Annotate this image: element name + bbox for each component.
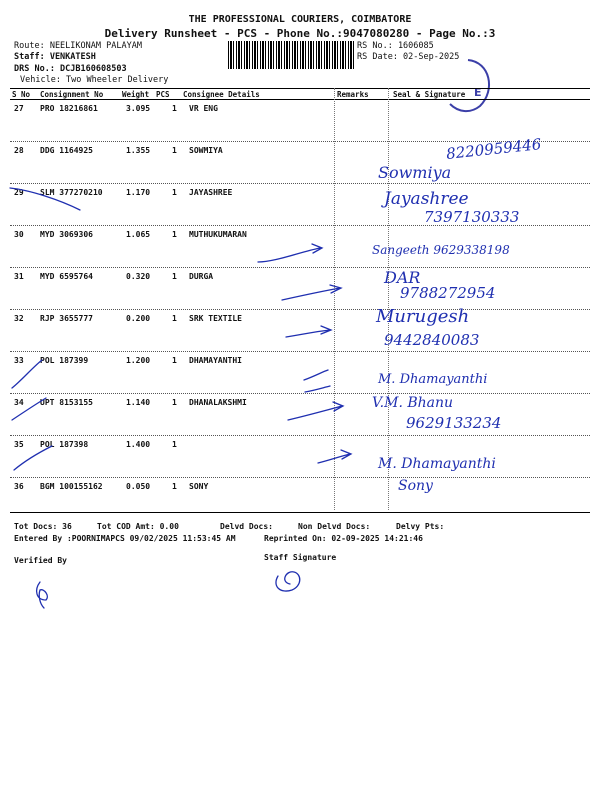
delivery-points: Delvy Pts: [396,522,445,531]
row-consignee: DHAMAYANTHI [189,356,242,365]
signature-row-34-phone: 9629133234 [406,414,502,432]
row-sno: 36 [14,482,24,491]
row-sno: 32 [14,314,24,323]
row-sno: 31 [14,272,24,281]
runsheet-title: Delivery Runsheet - PCS - Phone No.:9047080280 - Page No.:3 [104,27,496,40]
col-remarks: Remarks [337,90,369,99]
col-sno: S No [12,90,31,99]
row-sno: 33 [14,356,24,365]
row-weight: 0.200 [126,314,151,323]
staff-label: Staff: VENKATESH [14,52,96,62]
row-weight: 1.355 [126,146,151,155]
total-docs: Tot Docs: 36 [14,522,72,531]
row-consignee: VR ENG [189,104,218,113]
row-consignment: PRO 18216861 [40,104,98,113]
row-sno: 28 [14,146,24,155]
row-consignee: SONY [189,482,209,491]
row-consignment: SLM 377270210 [40,188,103,197]
row-consignment: DDG 1164925 [40,146,93,155]
row-consignment: UPT 8153155 [40,398,93,407]
row-weight: 1.170 [126,188,151,197]
row-consignee: DHANALAKSHMI [189,398,247,407]
row-sno: 30 [14,230,24,239]
row-weight: 1.140 [126,398,151,407]
row-pcs: 1 [172,188,177,197]
row-consignee: DURGA [189,272,214,281]
row-sno: 29 [14,188,24,197]
row-consignment: POL 187398 [40,440,89,449]
row-consignee: SOWMIYA [189,146,223,155]
col-seal-signature: Seal & Signature [393,90,466,99]
signature-row-32-name: Murugesh [376,306,470,327]
vehicle-label: Vehicle: Two Wheeler Delivery [20,75,169,85]
row-pcs: 1 [172,146,177,155]
row-pcs: 1 [172,440,177,449]
rs-date: RS Date: 02-Sep-2025 [357,52,460,62]
row-consignment: MYD 6595764 [40,272,93,281]
signature-row-33: M. Dhamayanthi [378,372,488,387]
col-weight: Weight [122,90,150,99]
row-consignment: BGM 100155162 [40,482,103,491]
row-sno: 35 [14,440,24,449]
signature-row-35: M. Dhamayanthi [378,456,496,472]
signature-row-29-phone: 7397130333 [424,208,520,226]
row-sno: 34 [14,398,24,407]
row-pcs: 1 [172,398,177,407]
row-consignee: SRK TEXTILE [189,314,242,323]
col-pcs: PCS [156,90,170,99]
signature-row-31-initials: DAR [384,268,421,287]
row-weight: 0.050 [126,482,151,491]
signature-row-36: Sony [398,478,433,494]
reprinted-on: Reprinted On: 02-09-2025 14:21:46 [264,534,423,543]
row-consignment: RJP 3655777 [40,314,93,323]
drs-number: DRS No.: DCJB160608503 [14,64,127,74]
row-pcs: 1 [172,482,177,491]
row-weight: 1.200 [126,356,151,365]
row-consignment: POL 187399 [40,356,89,365]
signature-row-31-phone: 9788272954 [400,284,496,302]
route-label: Route: NEELIKONAM PALAYAM [14,41,142,51]
row-consignee: MUTHUKUMARAN [189,230,247,239]
row-consignment: MYD 3069306 [40,230,93,239]
signature-row-30: Sangeeth 9629338198 [372,243,510,257]
company-name: THE PROFESSIONAL COURIERS, COIMBATORE [188,14,412,25]
total-cod-amount: Tot COD Amt: 0.00 [97,522,179,531]
row-pcs: 1 [172,104,177,113]
col-consignee: Consignee Details [183,90,260,99]
rs-number: RS No.: 1606085 [357,41,434,51]
row-weight: 3.095 [126,104,151,113]
entered-by: Entered By :POORNIMAPCS 09/02/2025 11:53:45 AM [14,534,236,543]
row-weight: 0.320 [126,272,151,281]
signature-row-34-name: V.M. Bhanu [372,395,454,411]
row-pcs: 1 [172,230,177,239]
delivered-docs: Delvd Docs: [220,522,273,531]
row-weight: 1.400 [126,440,151,449]
signature-row-32-phone: 9442840083 [384,331,480,349]
signature-row-29-name: Jayashree [384,189,469,209]
verified-by-label: Verified By [14,556,67,565]
non-delivered-docs: Non Delvd Docs: [298,522,371,531]
row-sno: 27 [14,104,24,113]
signature-row-28-phone: 8220959446 [445,135,543,163]
staff-signature-label: Staff Signature [264,553,337,562]
row-weight: 1.065 [126,230,151,239]
svg-text:E: E [474,86,482,99]
row-consignee: JAYASHREE [189,188,233,197]
row-pcs: 1 [172,272,177,281]
signature-row-28-name: Sowmiya [378,163,452,182]
col-consignment: Consignment No [40,90,104,99]
row-pcs: 1 [172,356,177,365]
row-pcs: 1 [172,314,177,323]
